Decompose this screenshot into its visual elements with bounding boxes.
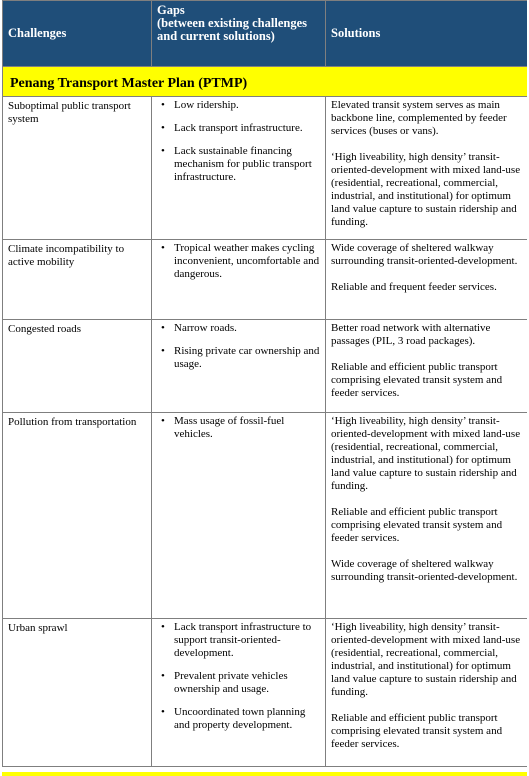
header-gaps-title: Gaps bbox=[157, 3, 185, 17]
section-title: Penang Transport Master Plan (PTMP) bbox=[3, 67, 528, 97]
gap-item: • Prevalent private vehicles ownership and usage. bbox=[174, 670, 321, 696]
solution-paragraph: Better road network with alternative passages (PIL, 3 road packages). bbox=[331, 322, 491, 347]
solution-paragraph: ‘High liveability, high density’ transit-oriented-development with mixed land-use (residential, recreational, commercial, industrial, and institutional) for optimum land value capture to sustain ridership and funding. bbox=[331, 415, 521, 492]
gaps-list bbox=[152, 322, 321, 371]
header-gaps bbox=[152, 1, 326, 67]
challenges-table bbox=[2, 0, 527, 767]
table-row bbox=[3, 240, 528, 320]
gaps-cell bbox=[152, 320, 326, 413]
header-solutions: Solutions bbox=[326, 1, 528, 67]
gaps-cell bbox=[152, 240, 326, 320]
gap-item: • Uncoordinated town planning and property development. bbox=[174, 706, 321, 732]
gap-item: • Narrow roads. bbox=[174, 322, 321, 335]
challenge-cell: Congested roads bbox=[3, 320, 152, 413]
header-row bbox=[3, 1, 528, 67]
gap-item: • Low ridership. bbox=[174, 99, 321, 112]
gap-item: • Lack sustainable financing mechanism for public transport infrastructure. bbox=[174, 145, 321, 184]
gaps-list bbox=[152, 415, 321, 441]
gap-item: • Rising private car ownership and usage. bbox=[174, 345, 321, 371]
solutions-cell bbox=[326, 97, 528, 240]
solution-paragraph: Wide coverage of sheltered walkway surrounding transit-oriented-development. bbox=[331, 242, 518, 267]
solutions-cell bbox=[326, 413, 528, 619]
solution-paragraph: Elevated transit system serves as main backbone line, complemented by feeder services (buses or vans). bbox=[331, 99, 507, 137]
solution-paragraph: Reliable and efficient public transport comprising elevated transit system and feeder services. bbox=[331, 361, 503, 399]
gaps-cell bbox=[152, 97, 326, 240]
solution-paragraph: ‘High liveability, high density’ transit-oriented-development with mixed land-use (residential, recreational, commercial, industrial, and institutional) for optimum land value capture to sustain ridership and funding. bbox=[331, 621, 521, 698]
solution-paragraph: Wide coverage of sheltered walkway surrounding transit-oriented-development. bbox=[331, 558, 518, 583]
solution-paragraph: Reliable and efficient public transport comprising elevated transit system and feeder services. bbox=[331, 506, 503, 544]
gaps-list bbox=[152, 99, 321, 184]
solutions-cell bbox=[326, 619, 528, 767]
next-section-strip bbox=[2, 772, 527, 776]
solution-paragraph: Reliable and efficient public transport comprising elevated transit system and feeder services. bbox=[331, 712, 503, 750]
solution-paragraph: Reliable and frequent feeder services. bbox=[331, 281, 497, 293]
section-row bbox=[3, 67, 528, 97]
challenge-cell: Urban sprawl bbox=[3, 619, 152, 767]
challenge-cell: Suboptimal public transport system bbox=[3, 97, 152, 240]
solution-paragraph: ‘High liveability, high density’ transit-oriented-development with mixed land-use (residential, recreational, commercial, industrial, and institutional) for optimum land value capture to sustain ridership and funding. bbox=[331, 151, 521, 228]
table-row bbox=[3, 320, 528, 413]
gap-item: • Mass usage of fossil-fuel vehicles. bbox=[174, 415, 321, 441]
gap-item: • Lack transport infrastructure. bbox=[174, 122, 321, 135]
table-row bbox=[3, 413, 528, 619]
gaps-list bbox=[152, 621, 321, 732]
gaps-cell bbox=[152, 619, 326, 767]
challenge-cell: Climate incompatibility to active mobility bbox=[3, 240, 152, 320]
header-challenges: Challenges bbox=[3, 1, 152, 67]
gaps-list bbox=[152, 242, 321, 281]
document-page bbox=[2, 0, 527, 776]
gaps-cell bbox=[152, 413, 326, 619]
table-row bbox=[3, 619, 528, 767]
header-gaps-subtitle: (between existing challenges and current solutions) bbox=[157, 16, 307, 43]
solutions-cell bbox=[326, 320, 528, 413]
table-row bbox=[3, 97, 528, 240]
solutions-cell bbox=[326, 240, 528, 320]
gap-item: • Lack transport infrastructure to support transit-oriented-development. bbox=[174, 621, 321, 660]
challenge-cell: Pollution from transportation bbox=[3, 413, 152, 619]
gap-item: • Tropical weather makes cycling inconvenient, uncomfortable and dangerous. bbox=[174, 242, 321, 281]
